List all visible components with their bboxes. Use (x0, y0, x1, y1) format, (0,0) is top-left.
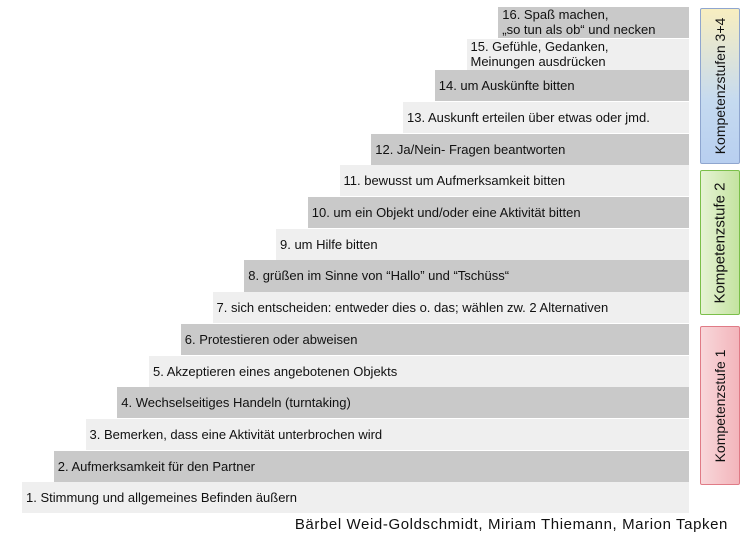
step-13-label: 13. Auskunft erteilen über etwas oder jmd. (407, 109, 650, 125)
step-7-label: 7. sich entscheiden: entweder dies o. das; wählen zw. 2 Alternativen (216, 300, 609, 316)
step-4-label: 4. Wechselseitiges Handeln (turntaking) (121, 395, 351, 411)
step-11 (340, 165, 690, 196)
competence-level-1 (700, 326, 740, 485)
step-10 (308, 197, 689, 228)
step-5 (149, 356, 689, 387)
step-6 (181, 324, 689, 355)
step-9-label: 9. um Hilfe bitten (280, 236, 378, 252)
step-3-label: 3. Bemerken, dass eine Aktivität unterbrochen wird (89, 426, 383, 442)
step-4 (117, 387, 689, 418)
step-2-label: 2. Aufmerksamkeit für den Partner (57, 458, 256, 474)
step-9 (276, 229, 689, 260)
step-8 (244, 260, 689, 291)
step-15-label: 15. Gefühle, Gedanken, Meinungen ausdrücken (470, 39, 609, 70)
competence-level-3-4-label: Kompetenzstufen 3+4 (712, 17, 728, 155)
step-12-label: 12. Ja/Nein- Fragen beantworten (375, 141, 566, 157)
step-14-label: 14. um Auskünfte bitten (438, 78, 575, 94)
step-6-label: 6. Protestieren oder abweisen (184, 331, 358, 347)
step-15 (467, 39, 690, 70)
author-credit: Bärbel Weid-Goldschmidt, Miriam Thiemann, Marion Tapken (294, 516, 728, 533)
step-1 (22, 482, 689, 513)
step-7 (213, 292, 690, 323)
step-11-label: 11. bewusst um Aufmerksamkeit bitten (343, 173, 566, 189)
competence-level-3-4 (700, 8, 740, 164)
competence-level-1-label: Kompetenzstufe 1 (712, 349, 728, 462)
step-5-label: 5. Akzeptieren eines angebotenen Objekts (153, 363, 398, 379)
step-2 (54, 451, 689, 482)
step-1-label: 1. Stimmung und allgemeines Befinden äußern (26, 490, 297, 506)
step-3 (86, 419, 690, 450)
step-16-label: 16. Spaß machen, „so tun als ob“ und necken (502, 7, 656, 38)
competence-level-2 (700, 170, 740, 315)
step-13 (403, 102, 689, 133)
step-8-label: 8. grüßen im Sinne von “Hallo” und “Tschüss“ (248, 268, 510, 284)
step-10-label: 10. um ein Objekt und/oder eine Aktivität bitten (311, 205, 581, 221)
step-12 (371, 134, 689, 165)
step-16 (498, 7, 689, 38)
step-14 (435, 70, 689, 101)
competence-level-2-label: Kompetenzstufe 2 (711, 182, 729, 303)
